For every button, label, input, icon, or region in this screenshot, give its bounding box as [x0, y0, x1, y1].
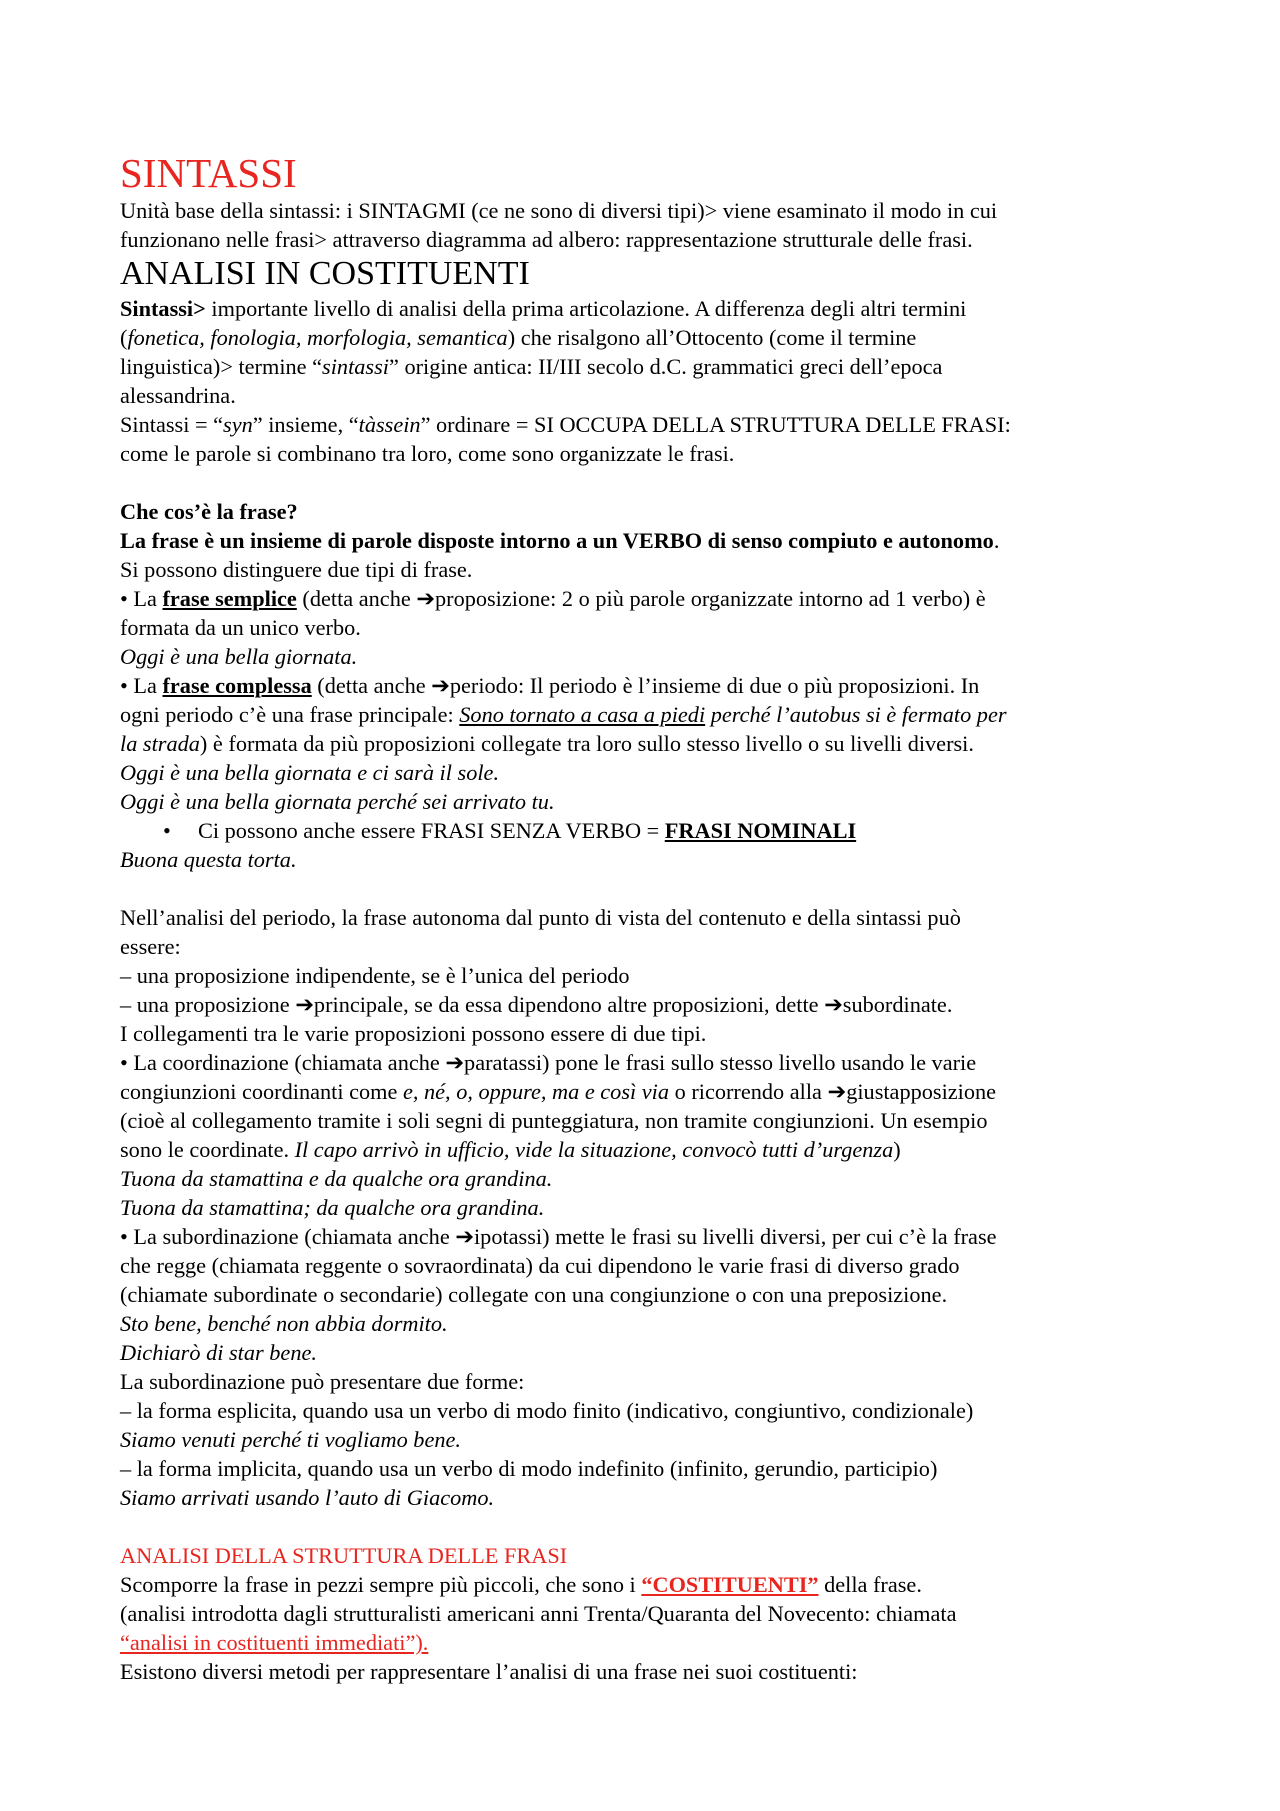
- term-costituenti: “COSTITUENTI”: [641, 1572, 819, 1597]
- term-frase-complessa: frase complessa: [162, 673, 312, 698]
- blank-line: [120, 1512, 1180, 1541]
- example-sentence: Buona questa torta.: [120, 847, 297, 872]
- term-frasi-nominali: FRASI NOMINALI: [664, 818, 857, 843]
- section-heading-struttura: ANALISI DELLA STRUTTURA DELLE FRASI: [120, 1543, 568, 1568]
- intro-line-2: funzionano nelle frasi> attraverso diagramma ad albero: rappresentazione strutturale delle frasi.: [120, 227, 973, 252]
- example-sentence: Oggi è una bella giornata e ci sarà il sole.: [120, 760, 500, 785]
- term-sintassi: Sintassi>: [120, 296, 206, 321]
- paragraph-frase: Che cos’è la frase? La frase è un insieme di parole disposte intorno a un VERBO di senso compiuto e autonomo. Si possono distinguere due tipi di frase. • La frase semplice (detta anche ➔proposizione: 2 o più parole organizzate intorno ad 1 verbo) è formata da un unico verbo. Oggi è una bella giornata. • La frase complessa (detta anche ➔periodo: Il periodo è l’insieme di due o più proposizioni. In ogni periodo c’è una frase principale: Sono tornato a casa a piedi perché l’autobus si è fermato per la strada) è formata da più proposizioni collegate tra loro sullo stesso livello o su livelli diversi. Oggi è una bella giornata e ci sarà il sole. Oggi è una bella giornata perché sei arrivato tu.: [120, 499, 1007, 814]
- paragraph-periodo: Nell’analisi del periodo, la frase autonoma dal punto di vista del contenuto e della sintassi può essere: – una proposizione indipendente, se è l’unica del periodo – una proposizione ➔principale, se da essa dipendono altre proposizioni, dette ➔subordinate. I collegamenti tra le varie proposizioni possono essere di due tipi. • La coordinazione (chiamata anche ➔paratassi) pone le frasi sullo stesso livello usando le varie congiunzioni coordinanti come e, né, o, oppure, ma e così via o ricorrendo alla ➔giustapposizione (cioè al collegamento tramite i soli segni di punteggiatura, non tramite congiunzioni. Un esempio sono le coordinate. Il capo arrivò in ufficio, vide la situazione, convocò tutti d’urgenza) Tuona da stamattina e da qualche ora grandina. Tuona da stamattina; da qualche ora grandina. • La subordinazione (chiamata anche ➔ipotassi) mette le frasi su livelli diversi, per cui c’è la frase che regge (chiamata reggente o sovraordinata) da cui dipendono le varie frasi di diverso grado (chiamate subordinate o secondarie) collegate con una congiunzione o con una preposizione. Sto bene, benché non abbia dormito. Dichiarò di star bene. La subordinazione può presentare due forme: – la forma esplicita, quando usa un verbo di modo finito (indicativo, congiuntivo, condizionale) Siamo venuti perché ti vogliamo bene. – la forma implicita, quando usa un verbo di modo indefinito (infinito, gerundio, participio) Siamo arrivati usando l’auto di Giacomo.: [120, 905, 997, 1510]
- question-heading: Che cos’è la frase?: [120, 499, 298, 524]
- bullet-frasi-nominali: • Ci possono anche essere FRASI SENZA VERBO = FRASI NOMINALI: [163, 818, 857, 843]
- frase-definition: La frase è un insieme di parole disposte intorno a un VERBO di senso compiuto e autonomo: [120, 528, 994, 553]
- example-sentence: Tuona da stamattina; da qualche ora grandina.: [120, 1195, 545, 1220]
- example-sentence: Oggi è una bella giornata.: [120, 644, 358, 669]
- example-sentence: Sto bene, benché non abbia dormito.: [120, 1311, 448, 1336]
- section-heading-costituenti: ANALISI IN COSTITUENTI: [120, 255, 530, 292]
- paragraph-struttura: Scomporre la frase in pezzi sempre più piccoli, che sono i “COSTITUENTI” della frase. (analisi introdotta dagli strutturalisti americani anni Trenta/Quaranta del Novecento: chiamata “analisi in costituenti immediati”). Esistono diversi metodi per rappresentare l’analisi di una frase nei suoi costituenti:: [120, 1572, 957, 1684]
- paragraph-sintassi: Sintassi> importante livello di analisi della prima articolazione. A differenza degli altri termini (fonetica, fonologia, morfologia, semantica) che risalgono all’Ottocento (come il termine linguistica)> termine “sintassi” origine antica: II/III secolo d.C. grammatici greci dell’epoca alessandrina. Sintassi = “syn” insieme, “tàssein” ordinare = SI OCCUPA DELLA STRUTTURA DELLE FRASI: come le parole si combinano tra loro, come sono organizzate le frasi.: [120, 296, 1011, 466]
- example-sentence: Tuona da stamattina e da qualche ora grandina.: [120, 1166, 553, 1191]
- example-sentence: Dichiarò di star bene.: [120, 1340, 317, 1365]
- page-title: SINTASSI: [120, 150, 297, 196]
- example-sentence: Oggi è una bella giornata perché sei arrivato tu.: [120, 789, 555, 814]
- example-sentence: Siamo arrivati usando l’auto di Giacomo.: [120, 1485, 495, 1510]
- blank-line: [120, 874, 1180, 903]
- example-sentence: Siamo venuti perché ti vogliamo bene.: [120, 1427, 461, 1452]
- bullet-icon: •: [163, 818, 171, 843]
- term-frase-semplice: frase semplice: [162, 586, 297, 611]
- term-costituenti-immediati: “analisi in costituenti immediati”).: [120, 1630, 429, 1655]
- document-page: [120, 150, 1180, 1686]
- intro-line-1: Unità base della sintassi: i SINTAGMI (ce ne sono di diversi tipi)> viene esaminato il modo in cui: [120, 198, 998, 223]
- blank-line: [120, 468, 1180, 497]
